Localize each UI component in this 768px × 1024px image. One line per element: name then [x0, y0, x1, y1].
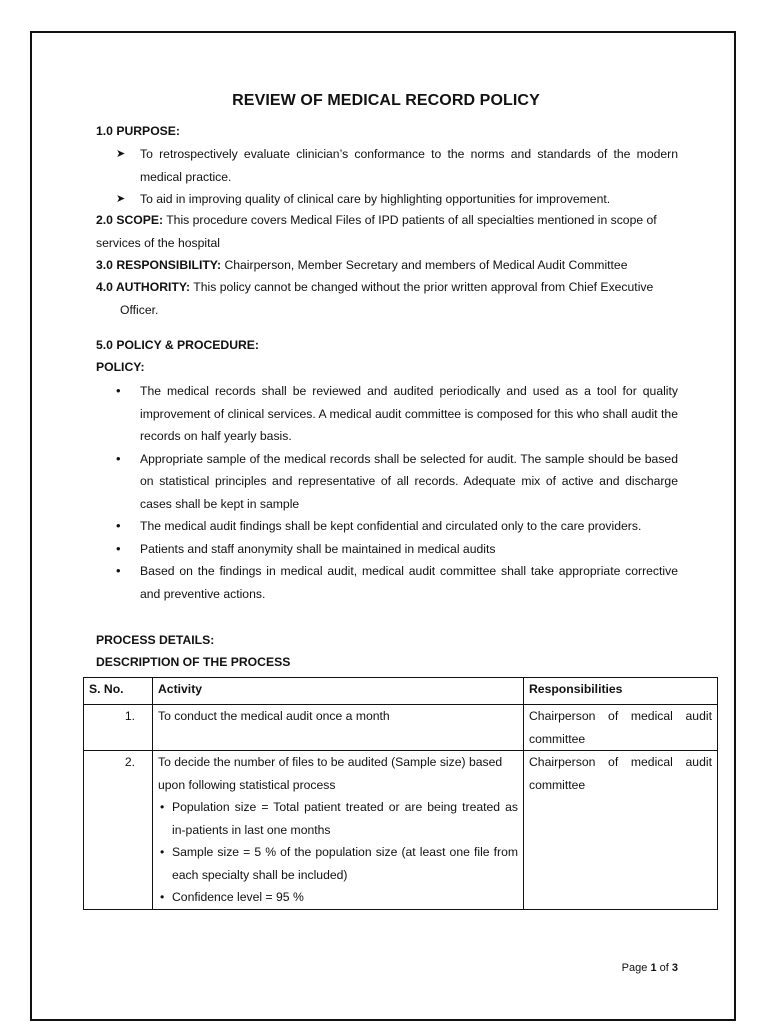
- table-row: [84, 705, 718, 751]
- scope-text: This procedure covers Medical Files of IPD patients of all specialties mentioned in scope of services of the hospital: [96, 213, 657, 250]
- process-heading: PROCESS DETAILS:: [96, 633, 215, 647]
- process-subheading: DESCRIPTION OF THE PROCESS: [96, 655, 291, 669]
- list-item: ➤ To aid in improving quality of clinical care by highlighting opportunities for improvement.: [96, 188, 678, 211]
- responsibility-text: Chairperson, Member Secretary and members of Medical Audit Committee: [224, 258, 628, 272]
- policy-procedure-heading: 5.0 POLICY & PROCEDURE:: [96, 338, 259, 352]
- table-row: [84, 751, 718, 910]
- document-title: REVIEW OF MEDICAL RECORD POLICY: [232, 92, 540, 109]
- process-table: [83, 677, 718, 910]
- cell-sno: 2.: [84, 751, 153, 910]
- cell-responsibility: Chairperson of medical audit committee: [524, 705, 718, 751]
- purpose-list: [96, 143, 678, 211]
- policy-heading: POLICY:: [96, 360, 145, 374]
- scope-section: [96, 209, 678, 254]
- responsibility-heading: 3.0 RESPONSIBILITY:: [96, 258, 222, 272]
- scope-heading: 2.0 SCOPE:: [96, 213, 164, 227]
- list-item: • Population size = Total patient treated or are being treated as in-patients in last one months: [158, 796, 518, 841]
- list-item: • Appropriate sample of the medical records shall be selected for audit. The sample should be based on statistical principles and representative of all records. Adequate mix of active and discharge cases shall be kept in sample: [96, 448, 678, 516]
- policy-list: [96, 380, 678, 605]
- list-item: • Sample size = 5 % of the population size (at least one file from each specialty shall be included): [158, 841, 518, 886]
- list-item: • Confidence level = 95 %: [158, 886, 518, 909]
- dot-bullet-icon: •: [116, 383, 121, 398]
- cell-activity: To conduct the medical audit once a month: [153, 705, 524, 751]
- dot-bullet-icon: •: [160, 890, 165, 904]
- list-item: • Based on the findings in medical audit, medical audit committee shall take appropriate corrective and preventive actions.: [96, 560, 678, 605]
- dot-bullet-icon: •: [160, 845, 165, 859]
- dot-bullet-icon: •: [116, 450, 121, 466]
- table-header-row: [84, 678, 718, 705]
- list-item: • Patients and staff anonymity shall be maintained in medical audits: [96, 538, 678, 561]
- page-number: Page 1 of 3: [621, 962, 678, 974]
- list-item: • The medical audit findings shall be kept confidential and circulated only to the care providers.: [96, 515, 678, 538]
- authority-section: [96, 276, 678, 321]
- dot-bullet-icon: •: [116, 563, 121, 578]
- arrow-bullet-icon: ➤: [116, 193, 126, 205]
- column-header-activity: Activity: [153, 678, 524, 705]
- dot-bullet-icon: •: [160, 800, 165, 814]
- cell-sno: 1.: [84, 705, 153, 751]
- responsibility-section: [96, 254, 678, 277]
- authority-text-cont: Officer.: [120, 302, 159, 317]
- cell-responsibility: Chairperson of medical audit committee: [524, 751, 718, 910]
- cell-activity: To decide the number of files to be audited (Sample size) based upon following statistical process • Population size = Total patient treated or are being treated as in-patients in last one months • Sample size = 5 % of the population size (at least one file from each specialty shall be included) • Confidence level = 95 %: [153, 751, 524, 910]
- dot-bullet-icon: •: [116, 518, 121, 533]
- column-header-sno: S. No.: [84, 678, 153, 705]
- dot-bullet-icon: •: [116, 540, 121, 556]
- list-item: • The medical records shall be reviewed and audited periodically and used as a tool for quality improvement of clinical services. A medical audit committee is composed for this who shall audit the records on half yearly basis.: [96, 380, 678, 448]
- purpose-heading: 1.0 PURPOSE:: [96, 124, 180, 138]
- sample-criteria-list: [158, 796, 518, 909]
- authority-heading: 4.0 AUTHORITY:: [96, 280, 191, 294]
- list-item: ➤ To retrospectively evaluate clinician’s conformance to the norms and standards of the modern medical practice.: [96, 143, 678, 188]
- arrow-bullet-icon: ➤: [116, 148, 126, 160]
- authority-text: This policy cannot be changed without the prior written approval from Chief Executive: [193, 280, 654, 294]
- column-header-responsibilities: Responsibilities: [524, 678, 718, 705]
